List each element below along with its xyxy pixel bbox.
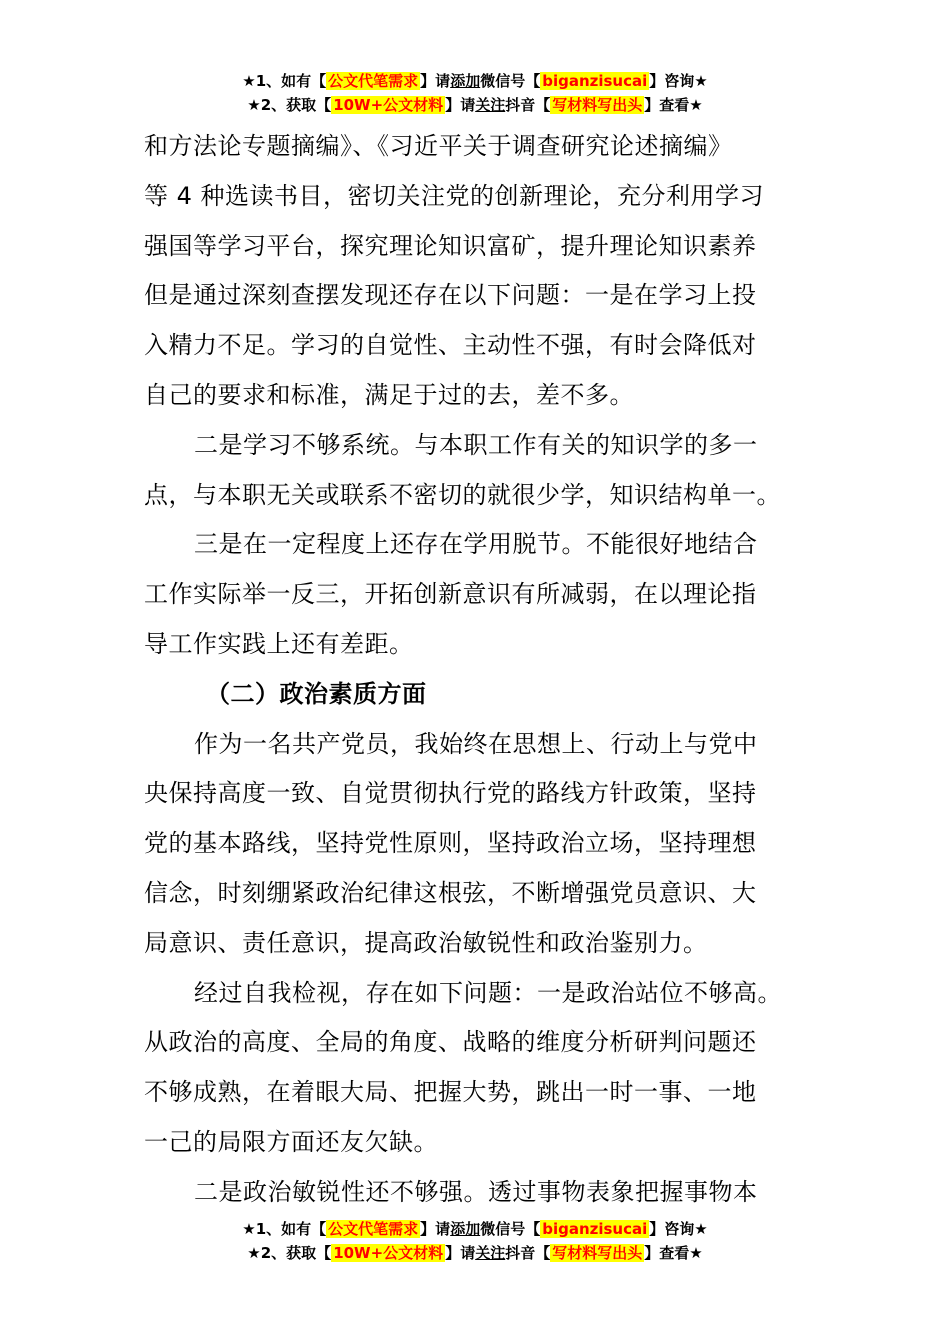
banner-text: 】查看★ — [644, 96, 703, 114]
text-line: 等 4 种选读书目，密切关注党的创新理论，充分利用学习 — [144, 181, 765, 210]
heading-text: （二）政治素质方面 — [206, 679, 427, 708]
text-line: 二是学习不够系统。与本职工作有关的知识学的多一 — [194, 430, 758, 459]
banner-highlight: biganzisucai — [542, 72, 648, 90]
text-line: 一己的局限方面还友欠缺。 — [144, 1127, 438, 1156]
text-line: 强国等学习平台，探究理论知识富矿，提升理论知识素养 — [144, 231, 757, 260]
banner-highlight: 10W+公文材料 — [333, 96, 444, 114]
text-line: 导工作实践上还有差距。 — [144, 629, 414, 658]
text-line: 但是通过深刻查摆发现还存在以下问题：一是在学习上投 — [144, 281, 757, 310]
banner-underlined-text: 关注 — [475, 1244, 506, 1262]
paragraph-1 — [144, 122, 824, 421]
text-line: 经过自我检视，存在如下问题：一是政治站位不够高。 — [194, 978, 782, 1007]
banner-line-2 — [0, 94, 950, 118]
text-line: 和方法论专题摘编》、《习近平关于调查研究论述摘编》 — [144, 132, 733, 160]
section-heading — [144, 670, 824, 720]
banner-text: 】查看★ — [644, 1244, 703, 1262]
banner-text: 】请 — [445, 1244, 476, 1262]
paragraph-4 — [144, 720, 824, 969]
text-line: 三是在一定程度上还存在学用脱节。不能很好地结合 — [194, 530, 758, 559]
text-line: 党的基本路线，坚持党性原则，坚持政治立场，坚持理想 — [144, 829, 757, 858]
banner-line-1 — [0, 1218, 950, 1242]
banner-text: 微信号【 — [480, 72, 541, 90]
paragraph-6 — [144, 1168, 824, 1218]
text-line: 局意识、责任意识，提高政治敏锐性和政治鉴别力。 — [144, 928, 708, 957]
banner-text: ★1、如有【 — [242, 1220, 327, 1238]
banner-text: 】请 — [445, 96, 476, 114]
banner-text: ★1、如有【 — [242, 72, 327, 90]
banner-highlight: 写材料写出头 — [552, 96, 643, 114]
banner-text: 抖音【 — [505, 1244, 551, 1262]
banner-underlined-text: 添加 — [450, 1220, 481, 1238]
text-line: 从政治的高度、全局的角度、战略的维度分析研判问题还 — [144, 1028, 757, 1057]
banner-highlight: 公文代笔需求 — [328, 1220, 419, 1238]
header-banner — [0, 70, 950, 118]
text-line: 二是政治敏锐性还不够强。透过事物表象把握事物本 — [194, 1177, 758, 1206]
paragraph-3 — [144, 520, 824, 669]
banner-text: 抖音【 — [505, 96, 551, 114]
banner-highlight: 写材料写出头 — [552, 1244, 643, 1262]
banner-highlight: 公文代笔需求 — [328, 72, 419, 90]
banner-text: 】请 — [420, 72, 451, 90]
text-line: 作为一名共产党员，我始终在思想上、行动上与党中 — [194, 729, 758, 758]
text-line: 信念，时刻绷紧政治纪律这根弦，不断增强党员意识、大 — [144, 878, 757, 907]
paragraph-5 — [144, 969, 824, 1168]
banner-text: ★2、获取【 — [247, 96, 332, 114]
banner-text: 】咨询★ — [649, 1220, 708, 1238]
footer-banner — [0, 1218, 950, 1266]
banner-highlight: 10W+公文材料 — [333, 1244, 444, 1262]
banner-text: 】咨询★ — [649, 72, 708, 90]
document-body — [144, 122, 824, 1218]
text-line: 工作实际举一反三，开拓创新意识有所减弱，在以理论指 — [144, 580, 757, 609]
banner-highlight: biganzisucai — [542, 1220, 648, 1238]
text-line: 点，与本职无关或联系不密切的就很少学，知识结构单一。 — [144, 480, 781, 509]
banner-line-2 — [0, 1242, 950, 1266]
banner-text: ★2、获取【 — [247, 1244, 332, 1262]
paragraph-2 — [144, 421, 824, 521]
text-line: 入精力不足。学习的自觉性、主动性不强，有时会降低对 — [144, 331, 757, 360]
text-line: 自己的要求和标准，满足于过的去，差不多。 — [144, 380, 634, 409]
text-line: 央保持高度一致、自觉贯彻执行党的路线方针政策，坚持 — [144, 779, 757, 808]
banner-line-1 — [0, 70, 950, 94]
banner-underlined-text: 添加 — [450, 72, 481, 90]
text-line: 不够成熟，在着眼大局、把握大势，跳出一时一事、一地 — [144, 1078, 757, 1107]
banner-underlined-text: 关注 — [475, 96, 506, 114]
banner-text: 】请 — [420, 1220, 451, 1238]
banner-text: 微信号【 — [480, 1220, 541, 1238]
